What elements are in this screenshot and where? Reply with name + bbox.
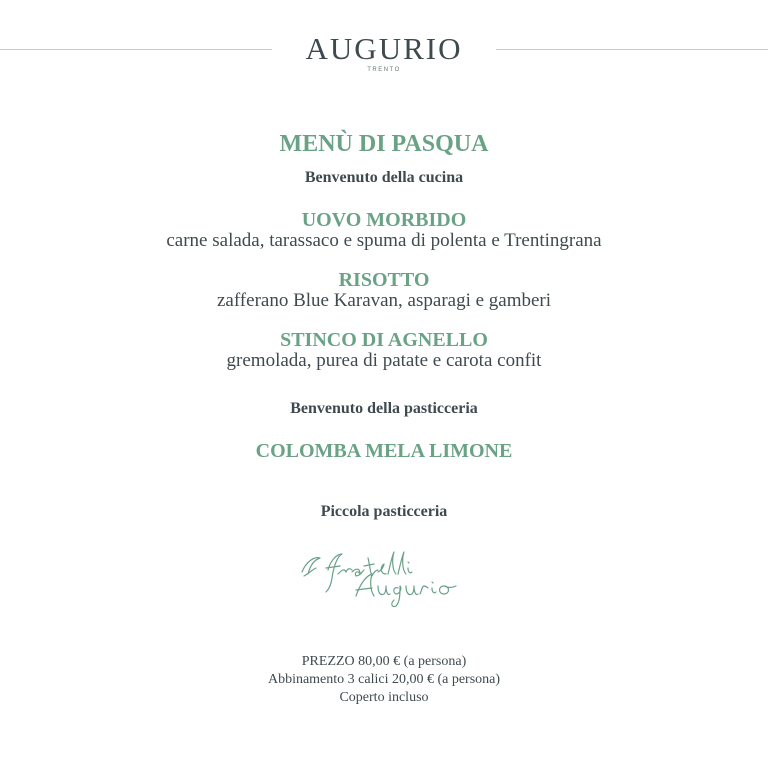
brand-logo: AUGURIO [305, 31, 463, 66]
welcome-kitchen: Benvenuto della cucina [304, 169, 464, 186]
dish-name: STINCO DI AGNELLO [280, 329, 488, 351]
dish-description: carne salada, tarassaco e spuma di polenta e Trentingrana [166, 230, 602, 251]
petit-fours: Piccola pasticceria [320, 503, 448, 520]
welcome-pastry: Benvenuto della pasticceria [290, 400, 478, 417]
pairing-price-line: Abbinamento 3 calici 20,00 € (a persona) [267, 672, 501, 687]
brand-location: TRENTO [367, 67, 401, 73]
dish-description: zafferano Blue Karavan, asparagi e gamberi [216, 290, 552, 311]
signature-image [298, 548, 468, 610]
dish-name: UOVO MORBIDO [301, 209, 467, 231]
dish-description: gremolada, purea di patate e carota confit [226, 350, 542, 371]
price-line: PREZZO 80,00 € (a persona) [301, 654, 467, 669]
dessert-name: COLOMBA MELA LIMONE [255, 440, 513, 462]
menu-title: MENÙ DI PASQUA [279, 131, 489, 157]
cover-charge-line: Coperto incluso [339, 690, 429, 705]
dish-name: RISOTTO [338, 269, 430, 291]
